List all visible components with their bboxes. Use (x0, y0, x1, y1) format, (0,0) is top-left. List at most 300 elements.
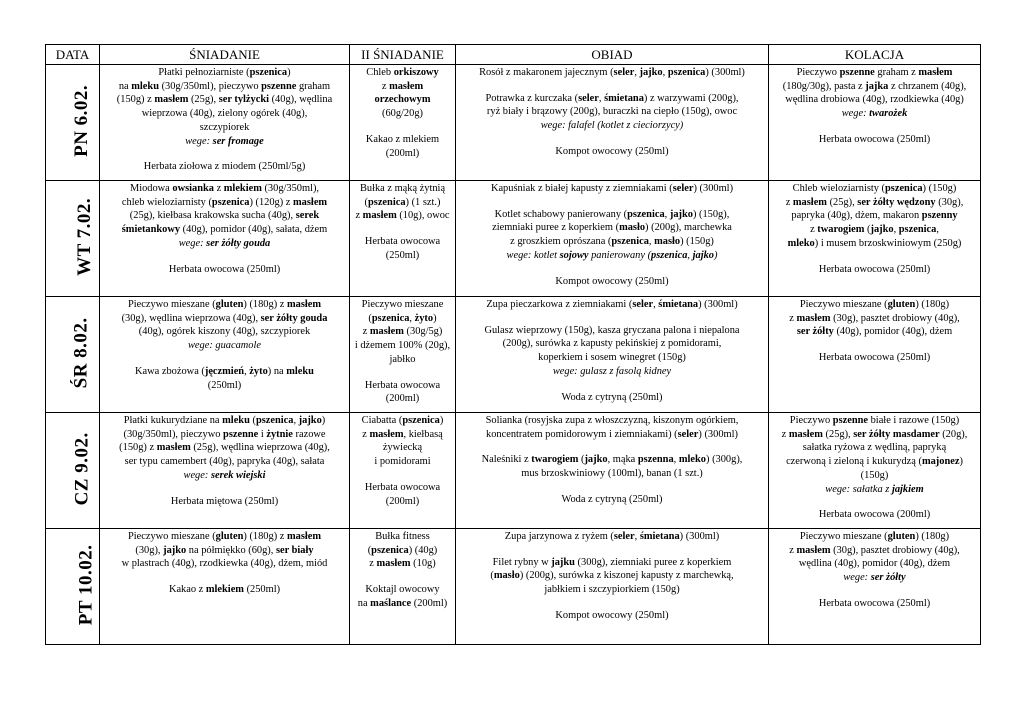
header-kolacja: KOLACJA (769, 45, 981, 65)
menu-text: ) (439, 415, 444, 426)
line-spacer (458, 481, 766, 493)
allergen-text: masłem (369, 428, 404, 440)
menu-text: z (362, 428, 370, 440)
menu-text: (200g), surówka z kapusty pekińskiej z pomidorami, (502, 338, 722, 350)
kolacja-cell (769, 181, 981, 297)
menu-line (771, 263, 978, 277)
day-label: PN 6.02. (71, 84, 93, 158)
allergen-text: seler (613, 67, 635, 78)
menu-line (771, 237, 978, 251)
allergen-text: żytnie (266, 428, 293, 440)
menu-text: jabłkiem i szczypiorkiem (150g) (544, 584, 680, 596)
allergen-text: pszenne (223, 428, 259, 440)
menu-line (352, 597, 453, 611)
allergen-text: masłem (792, 196, 827, 208)
menu-text: ) (180g) (915, 299, 950, 310)
menu-text: ) (150g), (692, 208, 730, 220)
menu-text: , (634, 531, 640, 542)
menu-text: , (653, 299, 659, 310)
allergen-text: masło (619, 222, 646, 234)
menu-text: wędlina drobiowa (40g), rzodkiewka (40g) (785, 94, 964, 106)
line-spacer (352, 469, 453, 481)
line-spacer (458, 312, 766, 324)
obiad-cell (456, 181, 769, 297)
menu-line (771, 455, 978, 469)
allergen-text: serek wiejski (210, 469, 266, 481)
menu-text: ) (180g) z (243, 299, 287, 310)
day-cell (46, 181, 100, 297)
menu-text: Bułka z mąką żytnią (359, 183, 446, 194)
menu-text: graham z (874, 67, 919, 78)
menu-text: (250ml) (385, 249, 420, 261)
menu-line (771, 223, 978, 237)
allergen-text: masłem (376, 558, 411, 570)
menu-line (352, 583, 453, 597)
menu-line (102, 80, 347, 94)
menu-text: Pieczywo (789, 415, 833, 426)
allergen-text: jajko (870, 224, 894, 236)
menu-text: Pieczywo mieszane ( (799, 531, 888, 542)
line-spacer (102, 353, 347, 365)
menu-line (102, 93, 347, 107)
day-row (46, 529, 981, 645)
allergen-text: ser żółty gouda (206, 237, 271, 249)
menu-text: ( (368, 312, 372, 324)
line-spacer (458, 379, 766, 391)
line-spacer (771, 251, 978, 263)
menu-text: Kakao z (168, 584, 206, 596)
menu-text: , (648, 236, 655, 248)
menu-line (771, 182, 978, 196)
menu-text: Naleśniki z (481, 454, 532, 466)
menu-text: ) (150g) (680, 236, 714, 248)
menu-text: (200ml) (385, 147, 420, 159)
day-row (46, 65, 981, 181)
allergen-text: ser żółty (796, 326, 834, 338)
line-spacer (771, 585, 978, 597)
menu-line (352, 66, 453, 80)
menu-line (771, 597, 978, 611)
menu-text: Kawa zbożowa ( (135, 365, 205, 377)
menu-text: sałatka ryżowa z wędliną, papryką (802, 442, 947, 454)
menu-line (771, 571, 978, 585)
menu-text: z (362, 326, 370, 338)
menu-text: (250ml) (243, 584, 281, 596)
allergen-text: jajko (669, 208, 693, 220)
menu-line (458, 324, 766, 338)
kolacja-cell (769, 529, 981, 645)
menu-text: (30g), (135, 544, 164, 556)
menu-text: , (634, 67, 640, 78)
menu-text: (200ml) (385, 393, 420, 405)
menu-line (771, 544, 978, 558)
menu-line (771, 209, 978, 223)
menu-line (458, 105, 766, 119)
menu-line (771, 93, 978, 107)
menu-text: Herbata owocowa (250ml) (818, 133, 931, 145)
menu-text: Herbata ziołowa z miodem (250ml/5g) (143, 161, 306, 173)
menu-text: Woda z cytryną (250ml) (561, 391, 663, 403)
allergen-text: pszenica (651, 249, 688, 261)
menu-text: Pieczywo (796, 67, 840, 78)
menu-text: (40g), pomidor (40g), sałata, dżem (180, 224, 328, 236)
ii-sniadanie-cell (350, 181, 456, 297)
menu-text: Herbata owocowa (364, 236, 441, 248)
kolacja-cell (769, 297, 981, 413)
menu-line (102, 298, 347, 312)
menu-text: z chrzanem (40g), (888, 80, 967, 92)
line-spacer (352, 223, 453, 235)
menu-line (458, 453, 766, 467)
header-obiad: OBIAD (456, 45, 769, 65)
allergen-text: pszenica (211, 196, 250, 208)
menu-text: Woda z cytryną (250ml) (561, 493, 663, 505)
menu-line (771, 66, 978, 80)
day-label: ŚR 8.02. (70, 317, 92, 389)
menu-text: (30g/5g) (403, 326, 443, 338)
menu-text: i (258, 428, 267, 440)
menu-text: Kakao z mlekiem (365, 133, 440, 145)
menu-text: z (381, 80, 390, 92)
menu-text: ) (200g), marchewka (645, 222, 732, 234)
menu-text: i dżemem 100% (20g), (354, 340, 451, 352)
allergen-text: masłem (796, 312, 831, 324)
day-label: PT 10.02. (75, 544, 97, 626)
menu-line (352, 392, 453, 406)
allergen-text: twarogiem (531, 454, 579, 466)
menu-line (352, 182, 453, 196)
menu-line (352, 93, 453, 107)
menu-line (458, 351, 766, 365)
menu-line (458, 467, 766, 481)
menu-line (102, 583, 347, 597)
allergen-text: ser żółty (870, 572, 906, 584)
menu-text: , (244, 365, 250, 377)
allergen-text: ser tylżycki (218, 94, 269, 106)
menu-line (771, 351, 978, 365)
menu-line (458, 249, 766, 263)
menu-line (102, 428, 347, 442)
menu-line (352, 428, 453, 442)
menu-text: Herbata owocowa (250ml) (818, 352, 931, 364)
menu-text: Herbata owocowa (200ml) (818, 509, 931, 521)
line-spacer (771, 339, 978, 351)
allergen-text: pszenica (885, 183, 923, 194)
allergen-text: twarogiem (817, 224, 865, 236)
header-row (46, 45, 981, 65)
allergen-text: twarożek (869, 108, 908, 120)
allergen-text: pszenica (611, 236, 649, 248)
line-spacer (352, 367, 453, 379)
menu-text: z groszkiem oprószana ( (510, 236, 612, 248)
menu-line (771, 325, 978, 339)
menu-text: Rosół z makaronem jajecznym ( (479, 67, 614, 78)
menu-text: , (687, 249, 693, 261)
menu-line (352, 481, 453, 495)
menu-line (458, 208, 766, 222)
line-spacer (458, 544, 766, 556)
menu-line (771, 298, 978, 312)
menu-line (352, 235, 453, 249)
menu-line (102, 209, 347, 223)
allergen-text: gluten (887, 531, 916, 542)
menu-line (352, 544, 453, 558)
menu-text: Kapuśniak z białej kapusty z ziemniakami ( (490, 183, 673, 194)
menu-text: ( (578, 454, 585, 466)
ii-sniadanie-cell (350, 297, 456, 413)
menu-line (102, 237, 347, 251)
menu-text: na półmiękko (60g), (186, 544, 276, 556)
menu-text: Herbata owocowa (364, 379, 441, 391)
menu-text: Zupa pieczarkowa z ziemniakami ( (486, 299, 633, 310)
menu-text: wege: (843, 572, 871, 584)
line-spacer (458, 597, 766, 609)
menu-text: na (357, 597, 371, 609)
allergen-text: seler (613, 531, 635, 542)
menu-line (458, 569, 766, 583)
menu-text: ) i musem brzoskwiniowym (250g) (814, 237, 962, 249)
menu-text: ( (249, 415, 256, 426)
menu-line (771, 508, 978, 522)
menu-text: ( (490, 570, 494, 582)
allergen-text: jajko (584, 454, 608, 466)
menu-line (458, 66, 766, 80)
allergen-text: ser fromage (212, 135, 264, 147)
menu-line (352, 530, 453, 544)
menu-text: Chleb (366, 67, 394, 78)
menu-text: (30g), pasztet drobiowy (40g), (830, 312, 960, 324)
allergen-text: pszenny (921, 210, 958, 222)
menu-text: Pieczywo mieszane ( (799, 299, 888, 310)
menu-line (352, 147, 453, 161)
menu-text: (40g), wędlina (269, 94, 333, 106)
menu-text: , (673, 454, 679, 466)
menu-text: (25g), (822, 428, 854, 440)
menu-line (458, 221, 766, 235)
menu-text: wege: gulasz z fasolą kidney (552, 365, 672, 377)
day-cell (46, 529, 100, 645)
menu-line (458, 119, 766, 133)
menu-line (102, 196, 347, 210)
allergen-text: jajku (551, 556, 575, 568)
allergen-text: pszenica (402, 415, 440, 426)
menu-text: ) na (267, 365, 287, 377)
menu-text: chleb wieloziarnisty ( (121, 196, 212, 208)
menu-text: , mąka (607, 454, 638, 466)
menu-table (45, 44, 981, 645)
day-cell (46, 413, 100, 529)
allergen-text: pszenna (637, 454, 674, 466)
menu-text: (20g), (939, 428, 968, 440)
menu-line (458, 556, 766, 570)
allergen-text: ser żółty wędzony (857, 196, 936, 208)
menu-line (352, 209, 453, 223)
menu-line (102, 495, 347, 509)
allergen-text: pszenica (898, 224, 937, 236)
menu-text: (30g), (935, 196, 964, 208)
menu-line (352, 353, 453, 367)
menu-text: ziemniaki puree z koperkiem ( (492, 222, 620, 234)
menu-text: z (785, 196, 793, 208)
allergen-text: jajko (163, 544, 187, 556)
menu-text: koperkiem i sosem winegret (150g) (538, 352, 686, 364)
line-spacer (102, 483, 347, 495)
menu-text: , (598, 92, 605, 104)
menu-text: i pomidorami (374, 456, 431, 468)
menu-line (458, 493, 766, 507)
menu-text: z (369, 558, 377, 570)
menu-text: wege: sałatka z (825, 483, 892, 495)
menu-text: (40g), ogórek kiszony (40g), szczypiorek (138, 326, 311, 338)
menu-text: wege: (185, 135, 213, 147)
menu-line (771, 469, 978, 483)
allergen-text: żyto (414, 312, 434, 324)
obiad-cell (456, 529, 769, 645)
menu-text: wege: falafel (kotlet z cieciorzycy) (540, 120, 684, 132)
line-spacer (352, 571, 453, 583)
menu-text: ) (713, 249, 718, 261)
menu-text: Płatki kukurydziane na (123, 415, 223, 426)
menu-text: Gulasz wieprzowy (150g), kasza gryczana palona i niepalona (484, 324, 740, 336)
allergen-text: mlekiem (223, 183, 262, 194)
menu-text: , (662, 67, 668, 78)
allergen-text: mleku (286, 365, 314, 377)
menu-line (352, 298, 453, 312)
menu-text: Herbata owocowa (250ml) (818, 263, 931, 275)
menu-line (458, 298, 766, 312)
menu-line (458, 92, 766, 106)
allergen-text: masłem (286, 531, 322, 542)
menu-line (458, 275, 766, 289)
menu-line (771, 107, 978, 121)
menu-text: ) (150g) (922, 183, 957, 194)
sniadanie-cell (100, 529, 350, 645)
allergen-text: masłem (156, 442, 191, 454)
menu-text: , (936, 224, 939, 236)
line-spacer (102, 148, 347, 160)
allergen-text: jajko (639, 67, 663, 78)
menu-text: wege: kotlet (506, 249, 560, 261)
menu-text: Kotlet schabowy panierowany ( (494, 208, 628, 220)
menu-text: (10g), owoc (396, 210, 450, 222)
menu-line (458, 337, 766, 351)
menu-line (352, 80, 453, 94)
menu-line (771, 483, 978, 497)
menu-line (102, 66, 347, 80)
menu-line (102, 414, 347, 428)
menu-text: (60g/20g) (382, 108, 423, 120)
menu-line (102, 544, 347, 558)
menu-text: (180g/30g), pasta z (782, 80, 866, 92)
menu-text: Kompot owocowy (250ml) (555, 275, 669, 287)
menu-line (771, 80, 978, 94)
menu-text: (30g/350ml), pieczywo (158, 80, 262, 92)
menu-text: ) (300ml) (705, 67, 745, 78)
menu-text: Ciabatta ( (361, 415, 403, 426)
header-sniadanie: ŚNIADANIE (100, 45, 350, 65)
sniadanie-cell (100, 297, 350, 413)
obiad-cell (456, 413, 769, 529)
menu-text: wege: (178, 237, 207, 249)
ii-sniadanie-cell (350, 413, 456, 529)
menu-text: Herbata owocowa (250ml) (818, 597, 931, 609)
menu-text: z (789, 312, 797, 324)
menu-line (352, 495, 453, 509)
allergen-text: śmietana (639, 531, 680, 542)
menu-text: ) (180g) z (243, 531, 287, 542)
menu-text: ) (959, 456, 963, 468)
day-cell (46, 297, 100, 413)
menu-text: (30g/350ml), pieczywo (123, 428, 224, 440)
menu-text: (10g) (410, 558, 436, 570)
menu-text: na (118, 80, 132, 92)
line-spacer (102, 251, 347, 263)
menu-text: Herbata miętowa (250ml) (170, 495, 279, 507)
sniadanie-cell (100, 65, 350, 181)
allergen-text: pszenne (832, 415, 869, 426)
allergen-text: jajka (865, 80, 889, 92)
allergen-text: owsianka (172, 183, 214, 194)
allergen-text: mleko (678, 454, 707, 466)
allergen-text: seler (632, 299, 654, 310)
allergen-text: masłem (796, 544, 831, 556)
menu-line (352, 312, 453, 326)
allergen-text: pszenica (249, 67, 288, 78)
allergen-text: pszenne (261, 80, 297, 92)
menu-text: (30g/350ml), (261, 183, 320, 194)
allergen-text: pszenne (839, 67, 875, 78)
allergen-text: jajko (692, 249, 714, 261)
menu-text: (25g), kiełbasa krakowska sucha (40g), (129, 210, 296, 222)
menu-line (771, 557, 978, 571)
allergen-text: majonez (921, 456, 960, 468)
ii-sniadanie-cell (350, 529, 456, 645)
menu-text: ( (367, 544, 372, 556)
menu-text: (30g), pasztet drobiowy (40g), (830, 544, 960, 556)
allergen-text: jęczmień (204, 365, 245, 377)
menu-line (771, 428, 978, 442)
menu-text: ) (300ml) (693, 183, 734, 194)
menu-text: Płatki pełnoziarniste ( (158, 67, 250, 78)
menu-text: jabłko (389, 353, 416, 365)
menu-text: (200ml) (385, 495, 420, 507)
obiad-cell (456, 297, 769, 413)
allergen-text: pszenica (371, 312, 410, 324)
menu-line (771, 414, 978, 428)
menu-line (458, 182, 766, 196)
menu-text: wędlina (40g), pomidor (40g), dżem (798, 558, 951, 570)
line-spacer (352, 121, 453, 133)
menu-line (352, 107, 453, 121)
allergen-text: ser żółty gouda (260, 312, 328, 324)
allergen-text: masło (654, 236, 681, 248)
line-spacer (458, 196, 766, 208)
menu-line (352, 441, 453, 455)
menu-text: koncentratem pomidorowym i ziemniakami) ( (486, 428, 678, 440)
menu-text: graham (296, 80, 331, 92)
day-row (46, 181, 981, 297)
menu-line (102, 182, 347, 196)
menu-text: Solianka (rosyjska zupa z włoszczyzną, kiszonym ogórkiem, (485, 415, 739, 426)
allergen-text: ser biały (275, 544, 314, 556)
menu-text: , (293, 415, 299, 426)
menu-line (102, 263, 347, 277)
menu-text: ) z warzywami (200g), (643, 92, 739, 104)
menu-line (352, 133, 453, 147)
menu-text: czerwoną i zieloną i kukurydzą ( (786, 456, 922, 468)
menu-line (102, 365, 347, 379)
menu-text: Pieczywo mieszane ( (127, 531, 216, 542)
